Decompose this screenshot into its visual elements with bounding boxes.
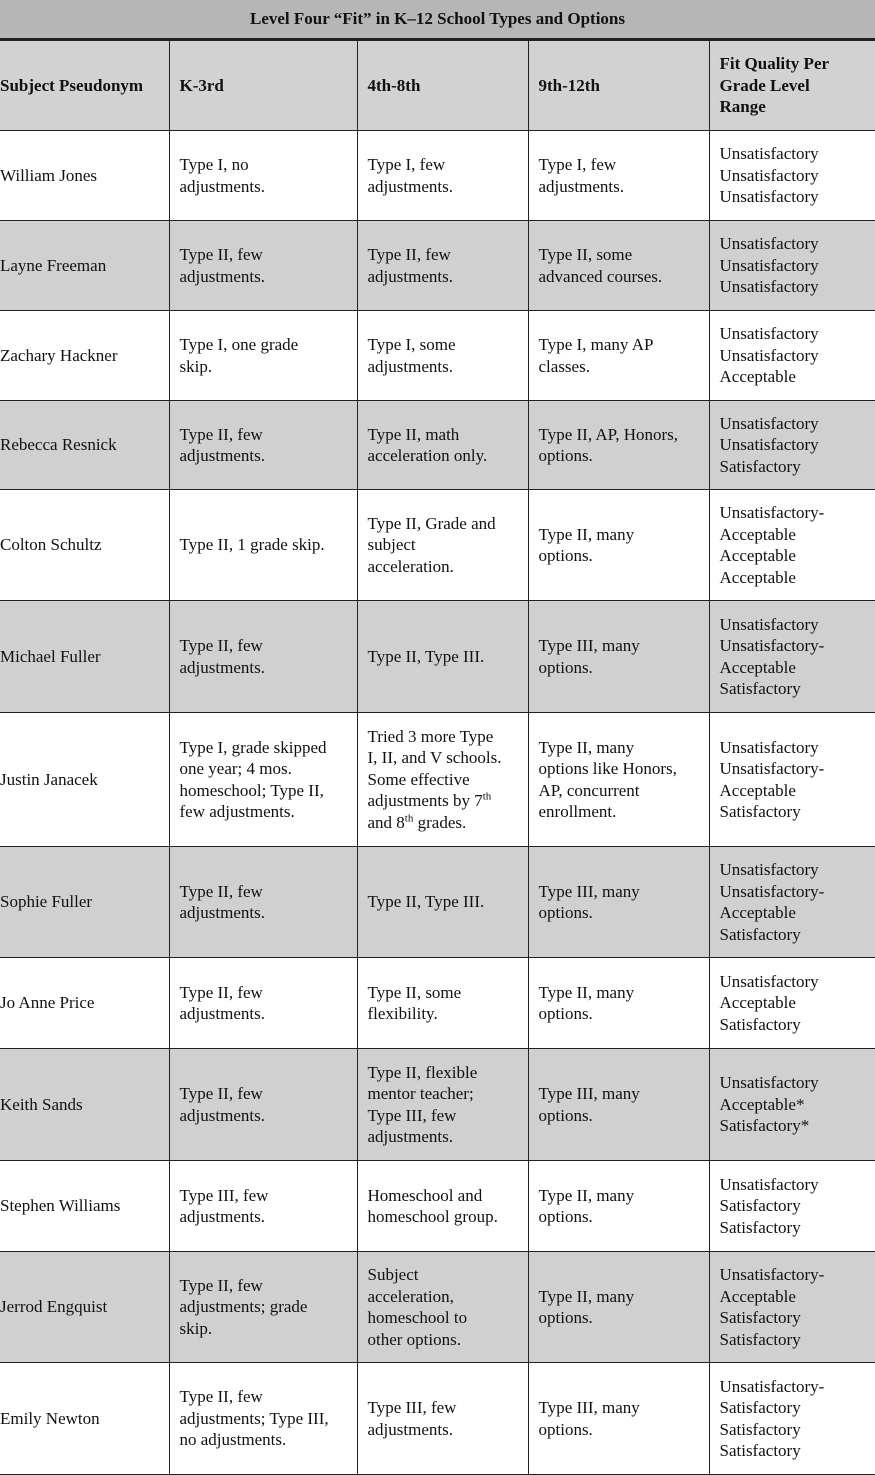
cell-k3: Type II, few adjustments. <box>169 601 357 713</box>
subject-name: Jerrod Engquist <box>0 1252 169 1363</box>
cell-4-8-text: Tried 3 more Type I, II, and V schools. Some effective adjustments by 7 <box>367 726 502 811</box>
cell-4-8: Type I, some adjustments. <box>357 311 528 401</box>
table-title: Level Four “Fit” in K–12 School Types and Options <box>0 0 875 40</box>
subject-name: Justin Janacek <box>0 713 169 847</box>
cell-fit: Unsatisfactory Satisfactory Satisfactory <box>709 1161 875 1252</box>
cell-k3: Type III, few adjustments. <box>169 1161 357 1252</box>
cell-fit: Unsatisfactory- Satisfactory Satisfactory Satisfactory <box>709 1363 875 1475</box>
table-row <box>0 311 875 401</box>
table-row <box>0 401 875 490</box>
cell-k3: Type II, few adjustments; Type III, no adjustments. <box>169 1363 357 1475</box>
cell-9-12: Type III, many options. <box>528 601 709 713</box>
school-fit-table <box>0 40 875 1475</box>
subject-name: Stephen Williams <box>0 1161 169 1252</box>
cell-4-8: Type II, math acceleration only. <box>357 401 528 490</box>
cell-k3: Type II, few adjustments. <box>169 1049 357 1161</box>
cell-fit: Unsatisfactory Unsatisfactory Unsatisfactory <box>709 131 875 221</box>
cell-k3: Type II, few adjustments. <box>169 401 357 490</box>
cell-k3: Type I, no adjustments. <box>169 131 357 221</box>
cell-9-12: Type II, AP, Honors, options. <box>528 401 709 490</box>
cell-k3: Type II, 1 grade skip. <box>169 490 357 601</box>
cell-fit: Unsatisfactory Unsatisfactory Satisfactory <box>709 401 875 490</box>
cell-9-12: Type III, many options. <box>528 1363 709 1475</box>
cell-4-8: Type II, flexible mentor teacher; Type III, few adjustments. <box>357 1049 528 1161</box>
cell-fit: Unsatisfactory- Acceptable Satisfactory Satisfactory <box>709 1252 875 1363</box>
cell-9-12: Type I, many AP classes. <box>528 311 709 401</box>
header-fit-quality: Fit Quality Per Grade Level Range <box>709 41 875 131</box>
subject-name: Sophie Fuller <box>0 847 169 958</box>
table-row <box>0 221 875 311</box>
cell-9-12: Type I, few adjustments. <box>528 131 709 221</box>
cell-4-8: Type III, few adjustments. <box>357 1363 528 1475</box>
table-row <box>0 131 875 221</box>
cell-fit: Unsatisfactory- Acceptable Acceptable Acceptable <box>709 490 875 601</box>
cell-4-8: Type I, few adjustments. <box>357 131 528 221</box>
cell-9-12: Type II, many options. <box>528 958 709 1049</box>
cell-4-8: Homeschool and homeschool group. <box>357 1161 528 1252</box>
cell-4-8-text: and 8 <box>367 812 405 832</box>
subject-name: William Jones <box>0 131 169 221</box>
subject-name: Colton Schultz <box>0 490 169 601</box>
cell-k3: Type II, few adjustments; grade skip. <box>169 1252 357 1363</box>
subject-name: Jo Anne Price <box>0 958 169 1049</box>
table-row <box>0 958 875 1049</box>
cell-9-12: Type II, many options. <box>528 1252 709 1363</box>
subject-name: Layne Freeman <box>0 221 169 311</box>
cell-9-12: Type II, many options. <box>528 1161 709 1252</box>
cell-fit: Unsatisfactory Unsatisfactory Acceptable <box>709 311 875 401</box>
cell-9-12: Type III, many options. <box>528 1049 709 1161</box>
cell-9-12: Type II, some advanced courses. <box>528 221 709 311</box>
cell-4-8: Type II, Type III. <box>357 847 528 958</box>
cell-4-8: Type II, some flexibility. <box>357 958 528 1049</box>
cell-fit: Unsatisfactory Acceptable* Satisfactory* <box>709 1049 875 1161</box>
subject-name: Keith Sands <box>0 1049 169 1161</box>
table-row <box>0 601 875 713</box>
table-row <box>0 1363 875 1475</box>
table-row <box>0 1252 875 1363</box>
cell-4-8: Type II, few adjustments. <box>357 221 528 311</box>
cell-k3: Type II, few adjustments. <box>169 847 357 958</box>
cell-fit: Unsatisfactory Unsatisfactory- Acceptable Satisfactory <box>709 713 875 847</box>
cell-9-12: Type III, many options. <box>528 847 709 958</box>
table-row <box>0 1161 875 1252</box>
header-4-8: 4th-8th <box>357 41 528 131</box>
cell-4-8-text: grades. <box>413 812 467 832</box>
table-row <box>0 847 875 958</box>
cell-fit: Unsatisfactory Acceptable Satisfactory <box>709 958 875 1049</box>
subject-name: Zachary Hackner <box>0 311 169 401</box>
cell-fit: Unsatisfactory Unsatisfactory Unsatisfactory <box>709 221 875 311</box>
cell-9-12: Type II, many options like Honors, AP, concurrent enrollment. <box>528 713 709 847</box>
cell-k3: Type I, one grade skip. <box>169 311 357 401</box>
table-row <box>0 490 875 601</box>
header-k3: K-3rd <box>169 41 357 131</box>
cell-4-8 <box>357 713 528 847</box>
ordinal-suffix: th <box>482 790 492 803</box>
table-row <box>0 713 875 847</box>
cell-4-8: Type II, Grade and subject acceleration. <box>357 490 528 601</box>
subject-name: Michael Fuller <box>0 601 169 713</box>
cell-4-8: Subject acceleration, homeschool to other options. <box>357 1252 528 1363</box>
cell-4-8: Type II, Type III. <box>357 601 528 713</box>
cell-9-12: Type II, many options. <box>528 490 709 601</box>
subject-name: Rebecca Resnick <box>0 401 169 490</box>
cell-fit: Unsatisfactory Unsatisfactory- Acceptable Satisfactory <box>709 601 875 713</box>
cell-fit: Unsatisfactory Unsatisfactory- Acceptable Satisfactory <box>709 847 875 958</box>
header-row <box>0 41 875 131</box>
header-9-12: 9th-12th <box>528 41 709 131</box>
ordinal-suffix: th <box>404 812 414 825</box>
table-row <box>0 1049 875 1161</box>
header-subject: Subject Pseudonym <box>0 41 169 131</box>
subject-name: Emily Newton <box>0 1363 169 1475</box>
cell-k3: Type II, few adjustments. <box>169 958 357 1049</box>
cell-k3: Type I, grade skipped one year; 4 mos. homeschool; Type II, few adjustments. <box>169 713 357 847</box>
cell-k3: Type II, few adjustments. <box>169 221 357 311</box>
